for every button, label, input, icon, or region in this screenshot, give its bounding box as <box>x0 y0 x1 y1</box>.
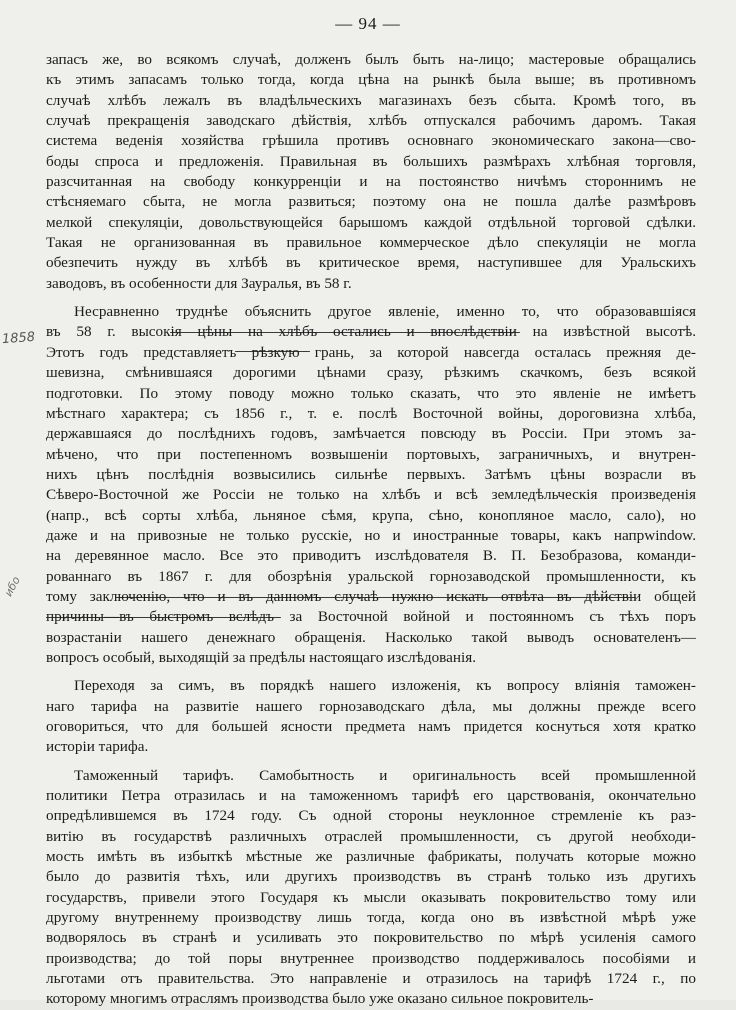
text-line: нихъ цѣнъ послѣднія возвысились сильнѣе первыхъ. Затѣмъ цѣны возрасли въ <box>46 465 696 483</box>
text-line: производства; до той поры внутреннее производство поддерживалось пособіями и <box>46 949 696 967</box>
text-line: на деревянное масло. Все это приводитъ изслѣдователя В. П. Безобразова, команди- <box>46 547 696 565</box>
text-line: Такая не организованная въ правильное коммерческое дѣло спекуляціи не могла <box>46 234 696 252</box>
text-line: исторіи тарифа. <box>46 738 149 756</box>
text-line: водворялось въ странѣ и усиливать это покровительство по мѣрѣ усиленія самого <box>46 929 696 947</box>
text-line: мѣчено, что при постепенномъ возвышеніи портовыхъ, заграничныхъ, и внутрен- <box>46 445 696 463</box>
text-line: оговориться, что для большей ясности предмета намъ придется коснуться хотя кратко <box>46 718 696 735</box>
paragraph <box>46 302 696 668</box>
text-line: опредѣлившемся въ 1724 году. Съ одной стороны неуклонное стремленіе къ раз- <box>46 807 696 825</box>
text-line: боды спроса и предложенія. Правильная въ большихъ размѣрахъ хлѣбная торговля, <box>46 152 696 170</box>
margin-note-year: 1858 <box>1 329 36 348</box>
text-line: государствъ, привели этого Государя къ мысли оказывать покровительство тому или <box>46 888 696 906</box>
paragraph <box>46 766 696 1010</box>
text-line: подготовки. По этому поводу можно только сказать, что это явленіе не имѣетъ <box>46 384 696 402</box>
text-line: шевизна, смѣнившаяся дорогими цѣнами сразу, рѣзкимъ скачкомъ, безъ всякой <box>46 364 696 382</box>
text-line: случаѣ хлѣбъ лежалъ въ владѣльческихъ магазинахъ безъ сбыта. Кромѣ того, въ <box>46 91 696 109</box>
text-line: случаѣ прекращенія заводскаго дѣйствія, хлѣбъ отпускался рабочимъ даромъ. Такая <box>46 112 696 130</box>
text-line: мѣстнаго характера; съ 1856 г., т. е. послѣ Восточной войны, дороговизна хлѣба, <box>46 404 696 422</box>
text-line: рованнаго въ 1867 г. для обозрѣнія уральской горнозаводской промышленности, къ <box>46 567 696 585</box>
text-line: въ 58 г. высокія цѣны на хлѣбъ остались и впослѣдствіи на извѣстной высотѣ. <box>46 323 696 341</box>
text-line: даже и на привозные не только русскіе, но и иностранные товары, какъ напрwindow. <box>46 526 696 544</box>
text-line: разсчитанная на свободу конкурренціи и на постоянство ничѣмъ стороннимъ не <box>46 173 696 191</box>
text-line: запасъ же, во всякомъ случаѣ, долженъ былъ быть на-лицо; мастеровые обращались <box>46 51 696 68</box>
text-line: тому заключенію, что и въ данномъ случаѣ нужно искать отвѣта въ дѣйствіи общей <box>46 587 696 605</box>
margin-note-side: ибо <box>1 574 23 599</box>
text-line: мелкой спекуляціи, довольствующейся барышомъ каждой отдѣльной торговой сдѣлки. <box>46 213 696 231</box>
text-line: Таможенный тарифъ. Самобытность и оригинальность всей промышленной <box>74 766 696 784</box>
text-line: стѣсняемаго сбыта, не могла развиться; поэтому она не пошла далѣе размѣровъ <box>46 193 696 211</box>
body-text <box>46 50 696 1010</box>
text-line: политики Петра отразилась и на таможенномъ тарифѣ его царствованія, окончательно <box>46 787 696 805</box>
text-line: причины—въ быстромъ вслѣдъ за Восточной войной и постоянномъ съ тѣхъ поръ <box>46 608 696 626</box>
text-line: обезпечить нужду въ хлѣбѣ въ критическое время, наступившее для Уральскихъ <box>46 254 696 272</box>
text-line: Сѣверо-Восточной же Россіи не только на хлѣбъ и всѣ земледѣльческія произведенія <box>46 486 696 504</box>
text-line: возрастаніи нашего денежнаго обращенія. Насколько такой выводъ основателенъ— <box>46 628 696 646</box>
paragraph <box>46 676 696 757</box>
text-line: Переходя за симъ, въ порядкѣ нашего изложенія, къ вопросу вліянія таможен- <box>74 677 696 695</box>
text-line: державшаяся до послѣднихъ годовъ, замѣчается повсюду въ Россіи. При этомъ за- <box>46 425 696 443</box>
text-line: Несравненно труднѣе объяснить другое явленіе, именно то, что образовавшіяся <box>74 303 696 321</box>
text-line: (напр., всѣ сорты хлѣба, льняное сѣмя, крупа, сѣно, конопляное масло, сало), но <box>46 506 696 524</box>
text-line: къ этимъ запасамъ только тогда, когда цѣна на рынкѣ была выше; въ противномъ <box>46 71 696 89</box>
page-number: — 94 — <box>335 14 401 33</box>
text-line: которому многимъ отраслямъ производства было уже оказано сильное покровитель- <box>46 990 594 1008</box>
text-line: наго тарифа на развитіе нашего горнозаводскаго дѣла, мы должны прежде всего <box>46 697 696 715</box>
text-line: вопросъ особый, выходящій за предѣлы настоящаго изслѣдованія. <box>46 648 477 666</box>
text-line: мость имѣть въ избыткѣ мѣстные же различные фабрикаты, получать которые можно <box>46 848 696 866</box>
text-line: витію въ государствѣ различныхъ отраслей промышленности, съ другой необходи- <box>46 827 696 845</box>
paragraph <box>46 50 696 294</box>
text-line: Этотъ годъ представляетъ рѣзкую грань, за которой навсегда осталась прежняя де- <box>46 343 696 361</box>
text-line: другому внутреннему производству лишь тогда, когда оно въ извѣстной мѣрѣ уже <box>46 909 696 927</box>
text-line: система веденія хозяйства грѣшила противъ основнаго экономическаго закона—сво- <box>46 132 696 150</box>
text-line: заводовъ, въ особенности для Зауралья, въ 58 г. <box>46 274 352 292</box>
text-line: льготами отъ правительства. Это направленіе и отразилось на тарифѣ 1724 г., по <box>46 970 696 988</box>
text-line: было до развитія тѣхъ, или другихъ производствъ въ странѣ только изъ другихъ <box>46 868 696 886</box>
